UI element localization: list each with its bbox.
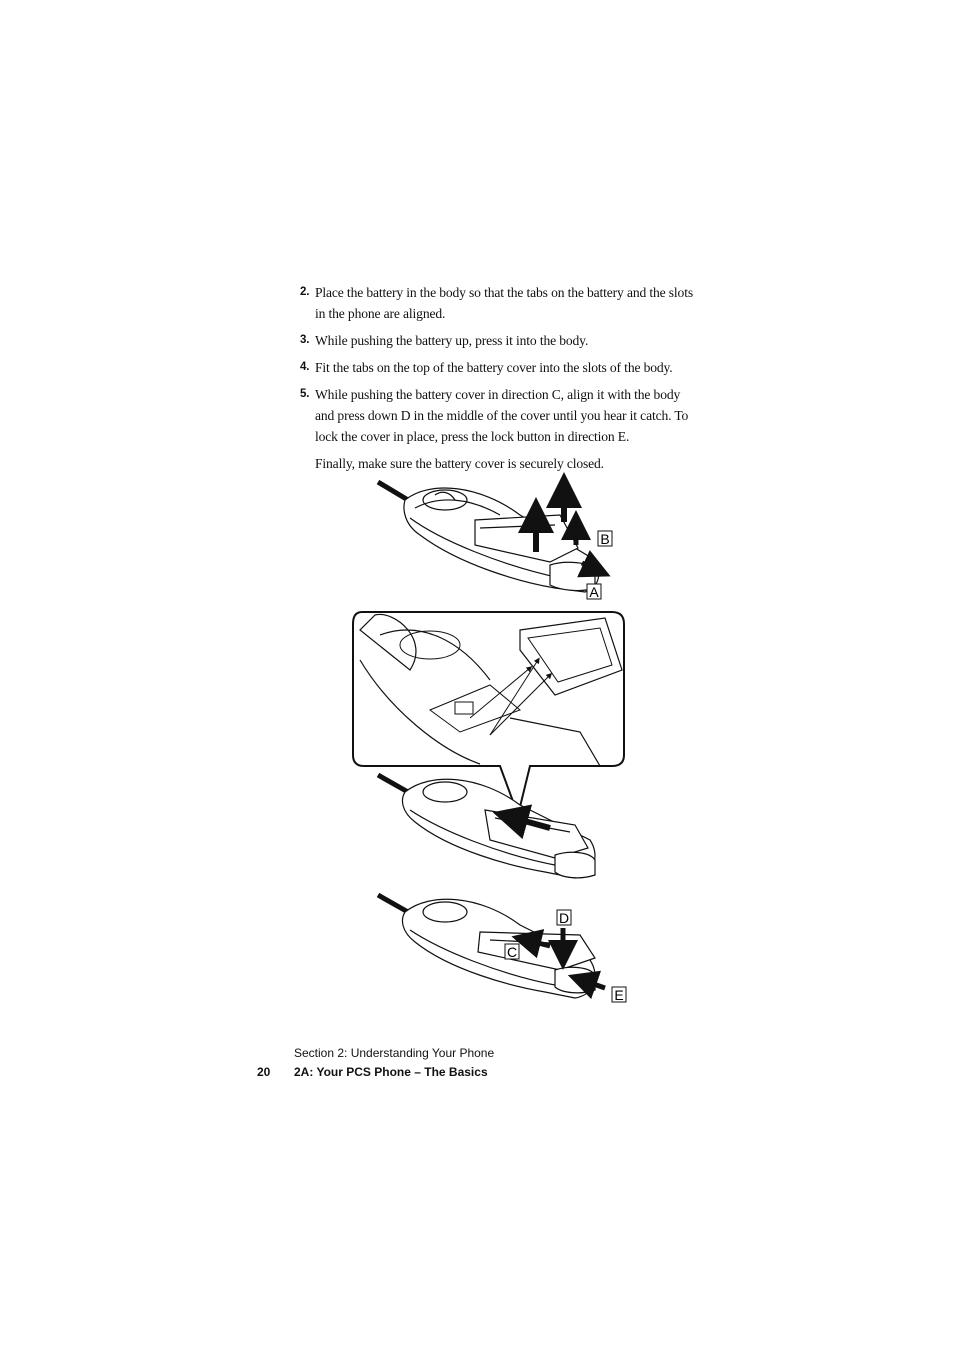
- label-e: E: [614, 987, 624, 1003]
- step-2: [300, 282, 700, 324]
- step-number: 5.: [300, 388, 310, 400]
- step-number: 3.: [300, 334, 310, 346]
- step-number: 2.: [300, 286, 310, 298]
- label-b: B: [600, 531, 610, 547]
- label-d: D: [558, 910, 570, 926]
- step-3: [300, 330, 700, 351]
- footer-section: Section 2: Understanding Your Phone: [294, 1046, 495, 1060]
- step-number: 4.: [300, 361, 310, 373]
- label-a: A: [589, 584, 599, 600]
- label-c: C: [506, 944, 518, 960]
- step-text: While pushing the battery up, press it into the body.: [315, 333, 589, 348]
- step-4: [300, 357, 700, 378]
- step-text: Fit the tabs on the top of the battery cover into the slots of the body.: [315, 360, 673, 375]
- step-text: Place the battery in the body so that the tabs on the battery and the slots in the phone are aligned.: [315, 285, 693, 321]
- battery-installation-illustration: [350, 470, 640, 1015]
- phone-battery-removal-icon: [378, 482, 599, 592]
- step-5: [300, 384, 700, 447]
- closing-note: Finally, make sure the battery cover is securely closed.: [315, 456, 604, 471]
- phone-battery-insert-icon: [378, 775, 595, 878]
- footer-chapter: 2A: Your PCS Phone – The Basics: [294, 1065, 488, 1079]
- step-text: While pushing the battery cover in direction C, align it with the body and press down D in the middle of the cover until you hear it catch. To lock the cover in place, press the lock button in direction E.: [315, 387, 689, 444]
- instruction-steps: [300, 282, 700, 474]
- page-number: 20: [257, 1065, 271, 1079]
